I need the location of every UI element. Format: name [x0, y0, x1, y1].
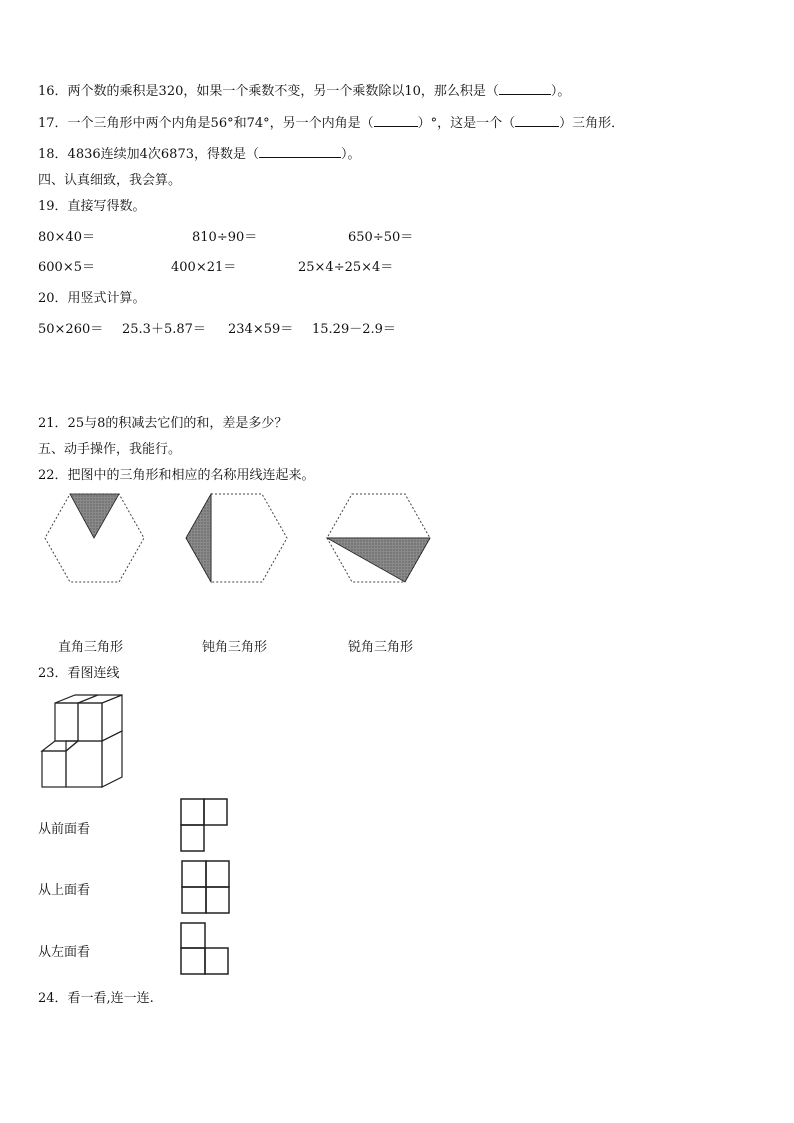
calc-item: 400×21＝ [171, 260, 237, 275]
label-acute-triangle[interactable]: 锐角三角形 [348, 640, 414, 655]
question-18-close: ）。 [340, 147, 361, 162]
view-label-front[interactable]: 从前面看 [38, 822, 91, 837]
question-23-title: 23．看图连线 [38, 666, 120, 681]
vertical-calc-item: 15.29－2.9＝ [312, 322, 396, 337]
vertical-calc-item: 25.3＋5.87＝ [122, 322, 206, 337]
question-22-title: 22．把图中的三角形和相应的名称用线连起来。 [38, 468, 315, 483]
calc-item: 810÷90＝ [192, 230, 258, 245]
question-17-part2: ）°，这是一个（ [417, 116, 516, 131]
calc-item: 650÷50＝ [348, 230, 414, 245]
question-18-text: 18．4836连续加4次6873，得数是（ [38, 147, 259, 162]
calc-item: 25×4÷25×4＝ [298, 260, 394, 275]
question-17-part3: ）三角形． [559, 116, 625, 131]
question-19-title: 19．直接写得数。 [38, 199, 146, 214]
question-20-title: 20．用竖式计算。 [38, 291, 146, 306]
view-label-left[interactable]: 从左面看 [38, 945, 91, 960]
vertical-calc-item: 234×59＝ [228, 322, 294, 337]
top-view-grid[interactable] [182, 861, 229, 913]
question-21: 21．25与8的积减去它们的和，差是多少？ [38, 416, 288, 431]
question-16-close: ）。 [550, 84, 571, 99]
view-label-top[interactable]: 从上面看 [38, 883, 91, 898]
calc-item: 600×5＝ [38, 260, 95, 275]
label-right-triangle[interactable]: 直角三角形 [58, 640, 124, 655]
label-obtuse-triangle[interactable]: 钝角三角形 [202, 640, 268, 655]
left-view-grid[interactable] [181, 923, 228, 974]
question-24: 24．看一看,连一连. [38, 991, 154, 1006]
front-view-grid[interactable] [181, 799, 227, 851]
section-5-heading: 五、动手操作，我能行。 [38, 442, 182, 457]
vertical-calc-item: 50×260＝ [38, 322, 104, 337]
question-16-text: 16．两个数的乘积是320，如果一个乘数不变，另一个乘数除以10，那么积是（ [38, 84, 499, 99]
section-4-heading: 四、认真细致，我会算。 [38, 173, 182, 188]
question-17-part1: 17．一个三角形中两个内角是56°和74°，另一个内角是（ [38, 116, 374, 131]
calc-item: 80×40＝ [38, 230, 95, 245]
